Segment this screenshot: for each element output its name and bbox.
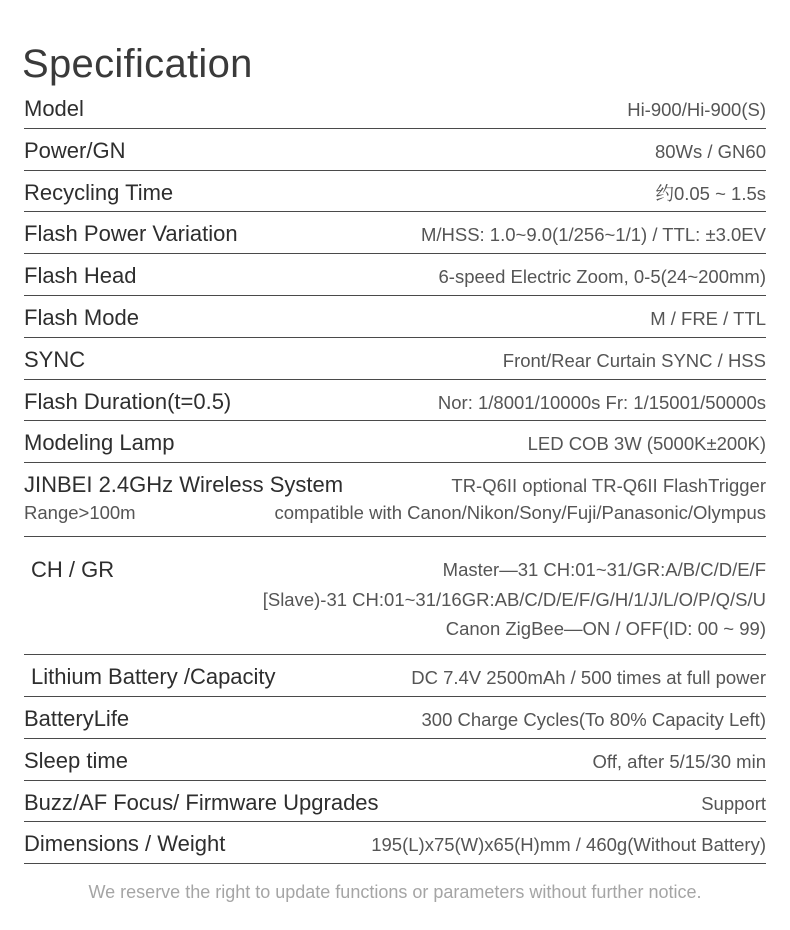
spec-row-power (24, 129, 766, 171)
spec-label: SYNC (24, 346, 86, 372)
spec-value: Nor: 1/8001/10000s Fr: 1/15001/50000s (437, 391, 766, 413)
spec-row-flash-head (24, 254, 766, 296)
spec-label: Power/GN (24, 137, 126, 163)
spec-label: BatteryLife (24, 705, 130, 731)
spec-value: 约0.05 ~ 1.5s (655, 182, 766, 204)
spec-row-model (24, 87, 766, 129)
footer-notice: We reserve the right to update functions or parameters without further notice. (88, 882, 702, 902)
spec-label: Flash Mode (24, 304, 139, 330)
spec-value: Support (701, 792, 766, 814)
spec-label: Model (24, 96, 84, 121)
spec-value: LED COB 3W (5000K±200K) (527, 433, 766, 455)
spec-label: Flash Head (24, 263, 137, 289)
spec-value: Hi-900/Hi-900(S) (627, 99, 766, 120)
spec-value: M / FRE / TTL (650, 307, 766, 329)
spec-label: Dimensions / Weight (24, 831, 226, 857)
spec-label: CH / GR (31, 557, 115, 583)
spec-value: 6-speed Electric Zoom, 0-5(24~200mm) (438, 266, 766, 288)
spec-row-recycling (24, 171, 766, 213)
spec-label: Lithium Battery /Capacity (31, 664, 276, 690)
spec-value: M/HSS: 1.0~9.0(1/256~1/1) / TTL: ±3.0EV (420, 224, 766, 246)
spec-row-buzz-af (24, 781, 766, 823)
spec-value: DC 7.4V 2500mAh / 500 times at full power (411, 667, 766, 689)
spec-value-line: [Slave)-31 CH:01~31/16GR:AB/C/D/E/F/G/H/1/J/L/O/P/Q/S/U (262, 589, 766, 611)
spec-row-modeling-lamp (24, 421, 766, 463)
spec-row-power-variation (24, 212, 766, 254)
spec-value-line: Master—31 CH:01~31/GR:A/B/C/D/E/F (442, 559, 766, 581)
spec-row-flash-mode (24, 296, 766, 338)
spec-label: Buzz/AF Focus/ Firmware Upgrades (24, 789, 379, 815)
spec-label: JINBEI 2.4GHz Wireless System (24, 472, 344, 498)
spec-value: Off, after 5/15/30 min (592, 750, 766, 772)
spec-label: Sleep time (24, 747, 128, 773)
spec-row-channel-group (24, 537, 766, 655)
spec-value: 80Ws / GN60 (654, 140, 766, 162)
spec-label: Flash Power Variation (24, 221, 238, 247)
page-title: Specification (22, 42, 253, 86)
spec-row-dimensions (24, 822, 766, 864)
spec-row-sync (24, 338, 766, 380)
spec-row-battery-life (24, 697, 766, 739)
spec-sub-value: compatible with Canon/Nikon/Sony/Fuji/Panasonic/Olympus (274, 502, 766, 524)
spec-value: 300 Charge Cycles(To 80% Capacity Left) (421, 708, 766, 730)
spec-row-wireless (24, 463, 766, 537)
spec-row-flash-duration (24, 380, 766, 422)
spec-label: Flash Duration(t=0.5) (24, 388, 232, 414)
spec-value: 195(L)x75(W)x65(H)mm / 460g(Without Battery) (371, 834, 766, 856)
spec-value: Front/Rear Curtain SYNC / HSS (502, 349, 766, 371)
spec-value-line: Canon ZigBee—ON / OFF(ID: 00 ~ 99) (445, 618, 766, 640)
spec-label: Modeling Lamp (24, 430, 175, 456)
spec-row-sleep-time (24, 739, 766, 781)
spec-sub-label: Range>100m (24, 502, 136, 524)
spec-table (24, 87, 766, 864)
spec-row-battery (24, 655, 766, 697)
spec-value: TR-Q6II optional TR-Q6II FlashTrigger (451, 475, 766, 497)
spec-label: Recycling Time (24, 179, 174, 205)
